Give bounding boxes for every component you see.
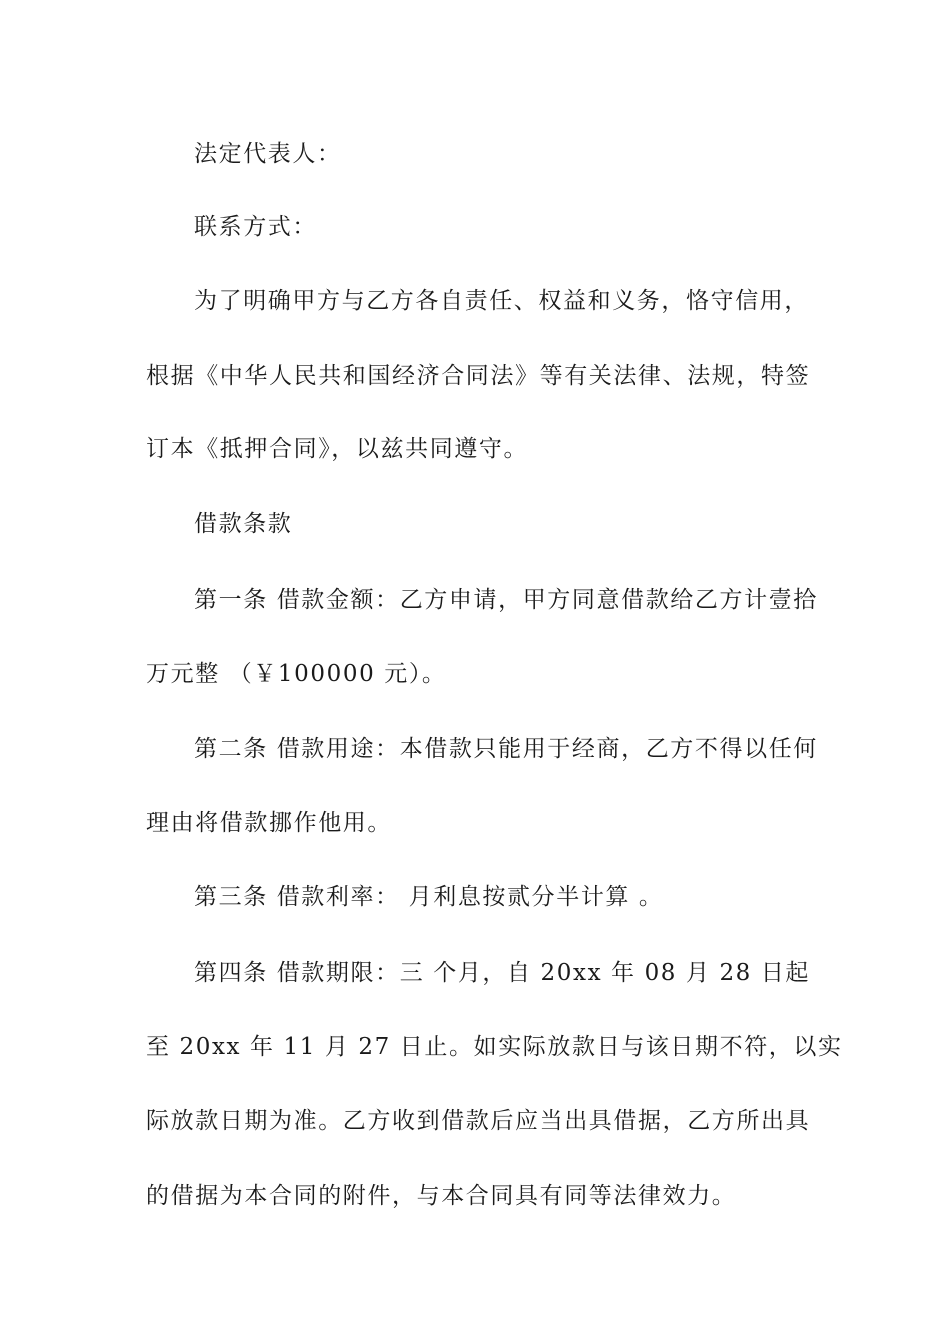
article-4-line-3: 际放款日期为准。乙方收到借款后应当出具借据，乙方所出具	[146, 1108, 811, 1134]
article-4-line-2: 至 20xx 年 11 月 27 日止。如实际放款日与该日期不符，以实	[146, 1034, 843, 1060]
article-2-line-1: 第二条 借款用途：本借款只能用于经商，乙方不得以任何	[194, 736, 818, 762]
article-4-line-4: 的借据为本合同的附件，与本合同具有同等法律效力。	[146, 1183, 737, 1209]
contact-info-label: 联系方式：	[194, 214, 317, 240]
article-4-line-1: 第四条 借款期限：三 个月，自 20xx 年 08 月 28 日起	[194, 960, 811, 986]
section-heading-loan-terms: 借款条款	[194, 511, 293, 537]
article-1-line-1: 第一条 借款金额：乙方申请，甲方同意借款给乙方计壹拾	[194, 587, 818, 613]
preamble-line-3: 订本《抵押合同》，以兹共同遵守。	[146, 436, 529, 462]
preamble-line-2: 根据《中华人民共和国经济合同法》等有关法律、法规，特签	[146, 363, 811, 389]
article-3-line-1: 第三条 借款利率： 月利息按贰分半计算 。	[194, 884, 664, 910]
legal-representative-label: 法定代表人：	[194, 141, 342, 167]
article-1-line-2: 万元整 （￥100000 元）。	[146, 661, 447, 687]
preamble-line-1: 为了明确甲方与乙方各自责任、权益和义务，恪守信用，	[194, 288, 809, 314]
article-2-line-2: 理由将借款挪作他用。	[146, 810, 392, 836]
